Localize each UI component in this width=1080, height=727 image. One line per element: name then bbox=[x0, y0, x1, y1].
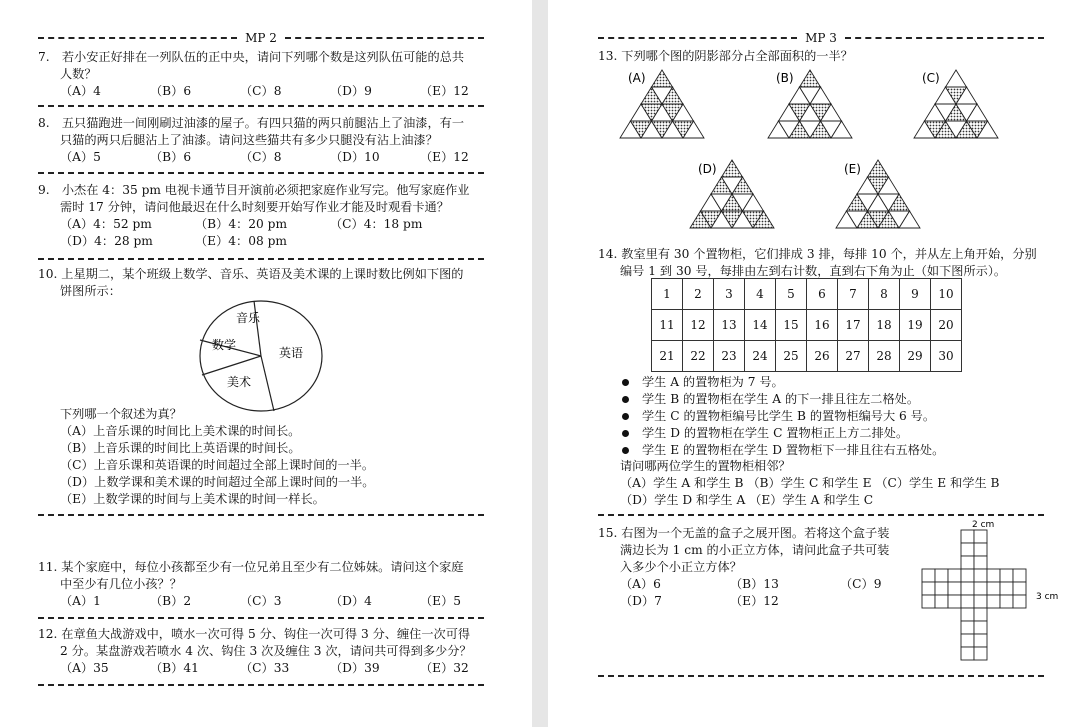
options-row[interactable]: （D）学生 D 和学生 A （E）学生 A 和学生 C bbox=[620, 493, 874, 507]
option-a[interactable]: （A）4：52 pm bbox=[60, 217, 152, 231]
net-cell bbox=[948, 582, 961, 595]
option-c[interactable]: （C）3 bbox=[240, 594, 282, 608]
net-cell bbox=[1013, 569, 1026, 582]
net-cell bbox=[935, 582, 948, 595]
question-7 bbox=[38, 49, 469, 100]
net-cell bbox=[961, 556, 974, 569]
net-cell bbox=[935, 569, 948, 582]
net-cell bbox=[987, 595, 1000, 608]
question-text: 编号 1 到 30 号，每排由左到右计数，直到右下角为止（如下图所示）。 bbox=[620, 264, 1007, 278]
locker-cell: 27 bbox=[838, 341, 869, 372]
options bbox=[38, 233, 470, 250]
divider bbox=[38, 684, 484, 686]
pie-label-art: 美术 bbox=[227, 375, 252, 389]
option-d[interactable]: （D）9 bbox=[330, 84, 372, 98]
question-13 bbox=[598, 48, 853, 65]
question-8 bbox=[38, 115, 469, 166]
locker-cell: 12 bbox=[683, 310, 714, 341]
net-cell bbox=[948, 569, 961, 582]
option-c[interactable]: （C）8 bbox=[240, 84, 282, 98]
pie-label-music: 音乐 bbox=[236, 311, 261, 325]
question-text: 只猫的两只后腿沾上了油漆。请问这些猫共有多少只腿没有沾上油漆？ bbox=[60, 133, 438, 147]
locker-cell: 5 bbox=[776, 279, 807, 310]
locker-cell: 14 bbox=[745, 310, 776, 341]
locker-cell: 13 bbox=[714, 310, 745, 341]
net-cell bbox=[935, 595, 948, 608]
locker-cell: 24 bbox=[745, 341, 776, 372]
options bbox=[38, 660, 472, 677]
triangle-cell bbox=[800, 70, 821, 87]
question-text: 需时 17 分钟，请问他最迟在什么时刻要开始写作业才能及时观看卡通？ bbox=[60, 200, 449, 214]
options bbox=[38, 593, 463, 610]
dimension-top: 2 cm bbox=[972, 520, 995, 530]
option-c[interactable]: （C）4：18 pm bbox=[330, 217, 423, 231]
net-cell bbox=[974, 556, 987, 569]
question-text: 饼图所示： bbox=[60, 284, 121, 298]
net-cell bbox=[974, 569, 987, 582]
question-10-statements bbox=[38, 406, 374, 508]
net-cell bbox=[948, 595, 961, 608]
box-net-diagram bbox=[918, 516, 1062, 666]
locker-cell: 30 bbox=[931, 341, 962, 372]
locker-cell: 19 bbox=[900, 310, 931, 341]
net-cell bbox=[1013, 582, 1026, 595]
options bbox=[38, 149, 469, 166]
question-14-options bbox=[598, 458, 999, 509]
figure-label-b: (B) bbox=[776, 71, 794, 85]
option-b[interactable]: （B）2 bbox=[150, 594, 192, 608]
divider bbox=[38, 258, 484, 260]
question-9 bbox=[38, 182, 470, 250]
option-d[interactable]: （D）7 bbox=[620, 594, 662, 608]
question-text: 9. 小杰在 4：35 pm 电视卡通节目开演前必须把家庭作业写完。他写家庭作业 bbox=[38, 183, 470, 197]
locker-cell: 22 bbox=[683, 341, 714, 372]
options bbox=[38, 83, 469, 100]
divider bbox=[598, 675, 1044, 677]
option-c[interactable]: （C）9 bbox=[840, 577, 882, 591]
locker-cell: 11 bbox=[652, 310, 683, 341]
condition-item: 学生 A 的置物柜为 7 号。 bbox=[620, 374, 944, 391]
pie-slice-border bbox=[254, 301, 261, 356]
option-b[interactable]: （B）6 bbox=[150, 84, 192, 98]
question-text: 2 分。某盘游戏若喷水 4 次、钩住 3 次及缠住 3 次，请问共可得到多少分？ bbox=[60, 644, 472, 658]
locker-cell: 23 bbox=[714, 341, 745, 372]
net-cell bbox=[961, 582, 974, 595]
locker-cell: 26 bbox=[807, 341, 838, 372]
figure-label-c: (C) bbox=[922, 71, 940, 85]
box-net bbox=[922, 530, 1026, 660]
triangle-cell bbox=[722, 160, 743, 177]
net-cell bbox=[974, 595, 987, 608]
option-e[interactable]: （E）12 bbox=[730, 594, 779, 608]
locker-cell: 7 bbox=[838, 279, 869, 310]
question-text: 下列哪一个叙述为真？ bbox=[60, 407, 182, 421]
page-header bbox=[598, 31, 1044, 45]
options-row[interactable]: （A）学生 A 和学生 B （B）学生 C 和学生 E （C）学生 E 和学生 B bbox=[620, 476, 1000, 490]
locker-grid bbox=[651, 278, 962, 372]
figure-label-e: (E) bbox=[844, 162, 861, 176]
page-mp2 bbox=[0, 0, 532, 727]
net-cell bbox=[961, 647, 974, 660]
condition-item: 学生 E 的置物柜在学生 D 置物柜下一排且往右五格处。 bbox=[620, 442, 944, 459]
locker-cell: 28 bbox=[869, 341, 900, 372]
locker-cell: 9 bbox=[900, 279, 931, 310]
net-cell bbox=[974, 582, 987, 595]
net-cell bbox=[1000, 582, 1013, 595]
page-mp3 bbox=[548, 0, 1080, 727]
question-14-conditions bbox=[620, 374, 944, 459]
locker-cell: 6 bbox=[807, 279, 838, 310]
question-12 bbox=[38, 626, 472, 677]
divider bbox=[38, 172, 484, 174]
locker-cell: 25 bbox=[776, 341, 807, 372]
locker-cell: 10 bbox=[931, 279, 962, 310]
question-text: 请问哪两位学生的置物柜相邻？ bbox=[620, 459, 791, 473]
net-cell bbox=[974, 634, 987, 647]
page-number: MP 3 bbox=[805, 31, 837, 45]
question-text: 10. 上星期二，某个班级上数学、音乐、英语及美术课的上课时数比例如下图的 bbox=[38, 267, 464, 281]
question-10 bbox=[38, 266, 463, 300]
option-e[interactable]: （E）4：08 pm bbox=[195, 234, 287, 248]
question-14 bbox=[598, 246, 1037, 280]
question-text: 中至少有几位小孩？？ bbox=[60, 577, 182, 591]
question-text: 7. 若小安正好排在一列队伍的正中央，请问下列哪个数是这列队伍可能的总共 bbox=[38, 50, 465, 64]
page-gutter bbox=[532, 0, 548, 727]
pie-chart bbox=[198, 300, 324, 412]
locker-cell: 17 bbox=[838, 310, 869, 341]
question-text: 15. 右图为一个无盖的盒子之展开图。若将这个盒子装 bbox=[598, 526, 890, 540]
options bbox=[598, 593, 889, 610]
net-cell bbox=[961, 543, 974, 556]
divider bbox=[38, 617, 484, 619]
locker-cell: 8 bbox=[869, 279, 900, 310]
statement-b[interactable]: （B）上音乐课的时间比上英语课的时间长。 bbox=[60, 441, 301, 455]
net-cell bbox=[974, 647, 987, 660]
net-cell bbox=[1000, 595, 1013, 608]
dimension-right: 3 cm bbox=[1036, 592, 1059, 602]
locker-cell: 21 bbox=[652, 341, 683, 372]
option-a[interactable]: （A）1 bbox=[60, 594, 101, 608]
condition-item: 学生 C 的置物柜编号比学生 B 的置物柜编号大 6 号。 bbox=[620, 408, 944, 425]
grid-row bbox=[652, 341, 962, 372]
triangle-cell bbox=[652, 70, 673, 87]
statement-e[interactable]: （E）上数学课的时间与上美术课的时间一样长。 bbox=[60, 492, 325, 506]
condition-item: 学生 B 的置物柜在学生 A 的下一排且往左二格处。 bbox=[620, 391, 944, 408]
net-cell bbox=[961, 608, 974, 621]
net-cell bbox=[961, 530, 974, 543]
option-d[interactable]: （D）10 bbox=[330, 150, 380, 164]
grid-row bbox=[652, 310, 962, 341]
statement-c[interactable]: （C）上音乐课和英语课的时间超过全部上课时间的一半。 bbox=[60, 458, 375, 472]
net-cell bbox=[974, 608, 987, 621]
question-text: 人数？ bbox=[60, 67, 97, 81]
option-d[interactable]: （D）4：28 pm bbox=[60, 234, 153, 248]
option-b[interactable]: （B）4：20 pm bbox=[195, 217, 288, 231]
options bbox=[38, 216, 470, 233]
triangle-cell bbox=[868, 160, 889, 177]
option-d[interactable]: （D）4 bbox=[330, 594, 372, 608]
question-text: 8. 五只猫跑进一间刚刷过油漆的屋子。有四只猫的两只前腿沾上了油漆，有一 bbox=[38, 116, 465, 130]
locker-cell: 20 bbox=[931, 310, 962, 341]
option-a[interactable]: （A）6 bbox=[620, 577, 661, 591]
locker-cell: 3 bbox=[714, 279, 745, 310]
option-a[interactable]: （A）4 bbox=[60, 84, 101, 98]
locker-cell: 16 bbox=[807, 310, 838, 341]
option-b[interactable]: （B）41 bbox=[150, 661, 199, 675]
option-a[interactable]: （A）35 bbox=[60, 661, 109, 675]
question-15 bbox=[598, 525, 889, 610]
net-cell bbox=[974, 621, 987, 634]
option-b[interactable]: （B）6 bbox=[150, 150, 192, 164]
net-cell bbox=[1000, 569, 1013, 582]
question-text: 12. 在章鱼大战游戏中，喷水一次可得 5 分、钩住一次可得 3 分、缠住一次可得 bbox=[38, 627, 471, 641]
pie-slice-border bbox=[261, 356, 274, 411]
pie-label-math: 数学 bbox=[212, 338, 237, 352]
divider bbox=[38, 514, 484, 516]
locker-cell: 1 bbox=[652, 279, 683, 310]
net-cell bbox=[974, 543, 987, 556]
statement-a[interactable]: （A）上音乐课的时间比上美术课的时间长。 bbox=[60, 424, 301, 438]
net-cell bbox=[961, 634, 974, 647]
option-c[interactable]: （C）8 bbox=[240, 150, 282, 164]
page-header bbox=[38, 31, 484, 45]
question-text: 13. 下列哪个图的阴影部分占全部面积的一半？ bbox=[598, 49, 853, 63]
options bbox=[598, 576, 889, 593]
pie-slice-border bbox=[202, 356, 261, 375]
condition-item: 学生 D 的置物柜在学生 C 置物柜正上方二排处。 bbox=[620, 425, 944, 442]
net-cell bbox=[987, 582, 1000, 595]
locker-cell: 15 bbox=[776, 310, 807, 341]
statement-d[interactable]: （D）上数学课和美术课的时间超过全部上课时间的一半。 bbox=[60, 475, 375, 489]
locker-cell: 2 bbox=[683, 279, 714, 310]
option-e[interactable]: （E）5 bbox=[420, 594, 462, 608]
figure-label-a: (A) bbox=[628, 71, 646, 85]
question-text: 满边长为 1 cm 的小正立方体，请问此盒子共可装 bbox=[620, 543, 890, 557]
net-cell bbox=[1013, 595, 1026, 608]
question-text: 入多少个小正立方体？ bbox=[620, 560, 742, 574]
triangle-cell bbox=[946, 70, 967, 87]
option-d[interactable]: （D）39 bbox=[330, 661, 380, 675]
locker-cell: 18 bbox=[869, 310, 900, 341]
triangle-figures bbox=[608, 64, 1038, 234]
option-b[interactable]: （B）13 bbox=[730, 577, 779, 591]
question-11 bbox=[38, 559, 463, 610]
option-e[interactable]: （E）12 bbox=[420, 150, 469, 164]
net-cell bbox=[974, 530, 987, 543]
figure-label-d: (D) bbox=[698, 162, 717, 176]
option-a[interactable]: （A）5 bbox=[60, 150, 101, 164]
net-cell bbox=[922, 569, 935, 582]
net-cell bbox=[961, 569, 974, 582]
question-text: 14. 教室里有 30 个置物柜，它们排成 3 排，每排 10 个，并从左上角开始，分别 bbox=[598, 247, 1037, 261]
net-cell bbox=[922, 582, 935, 595]
net-cell bbox=[961, 621, 974, 634]
divider bbox=[38, 105, 484, 107]
pie-label-english: 英语 bbox=[279, 346, 304, 360]
locker-cell: 4 bbox=[745, 279, 776, 310]
option-c[interactable]: （C）33 bbox=[240, 661, 290, 675]
option-e[interactable]: （E）32 bbox=[420, 661, 469, 675]
option-e[interactable]: （E）12 bbox=[420, 84, 469, 98]
net-cell bbox=[987, 569, 1000, 582]
net-cell bbox=[961, 595, 974, 608]
net-cell bbox=[922, 595, 935, 608]
locker-cell: 29 bbox=[900, 341, 931, 372]
page-number: MP 2 bbox=[245, 31, 277, 45]
question-text: 11. 某个家庭中，每位小孩都至少有一位兄弟且至少有二位姊妹。请问这个家庭 bbox=[38, 560, 464, 574]
grid-row bbox=[652, 279, 962, 310]
